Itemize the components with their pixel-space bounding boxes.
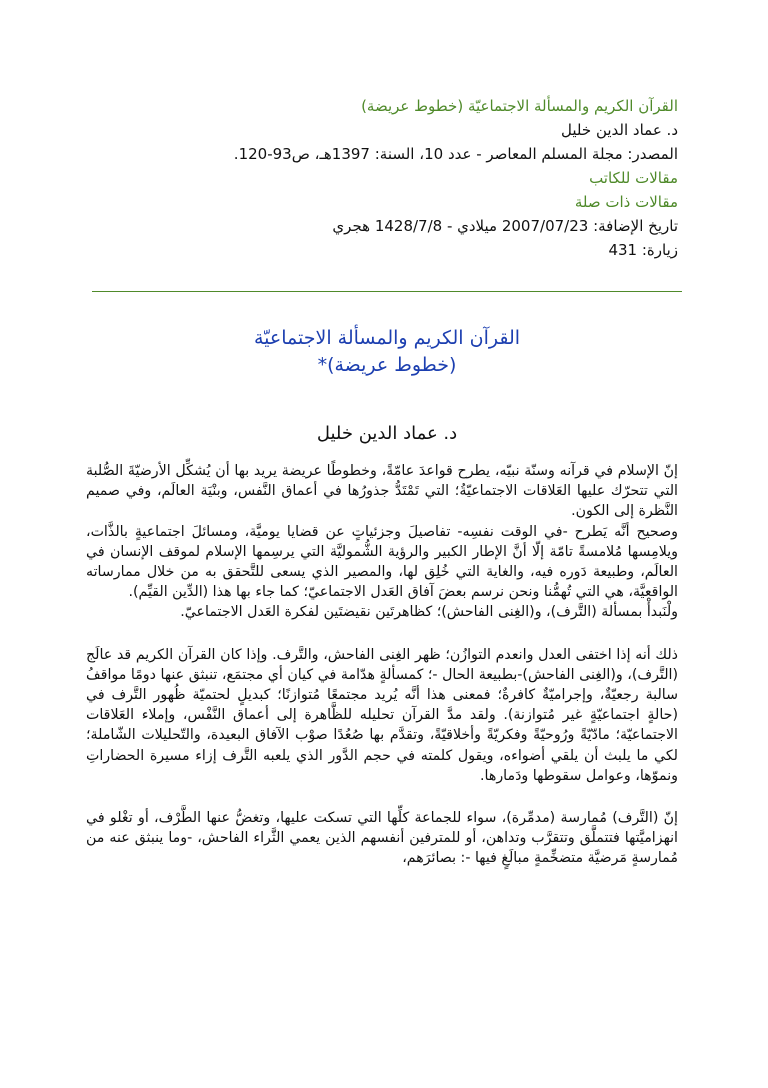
source-line: المصدر: مجلة المسلم المعاصر - عدد 10، السنة: 1397هـ، ص93-120.: [233, 145, 678, 163]
article-author: د. عماد الدين خليل: [316, 423, 458, 444]
paragraph: وصحيح أنَّه يَطرح -في الوقت نفسِه- تفاصيلَ وجزئياتٍ عن قضايا يوميَّة، ومسائلَ اجتماعيةٍ بالذَّات، ويلامِسها مُلامسةً تامّة إلّا أنَّ الإطار الكبير والرؤية الشُّموليَّة التي يرسِمها الإسلام لموقف الإنسان في العالَم، وطبيعة دَوره فيه، والغاية التي خُلِق لها، والمصير الذي يسعى للتَّحقق به من خلال ممارساته الواقعيَّة، هي التي تُهمُّنا ونحن نرسم بعضَ آفاق العَدل الاجتماعيّ؛ كما جاء بها هذا (الدِّين القيِّم).: [86, 523, 678, 601]
article-title-line2: (خطوط عريضة)*: [317, 354, 457, 376]
paragraph-gap: [86, 623, 678, 645]
paragraph: ذلك أنه إذا اختفى العدل وانعدم التوازُن؛ ظهر الغِنى الفاحش، والتَّرف. وإذا كان القرآن الكريم قد عالَج (التَّرف)، و(الغِنى الفاحش)-بطبيعة الحال -؛ كمسألةٍ هدّامة في كيان أي مجتمَع، تنبثق عنها دومًا مواقفُ سالبة رجعيّةٌ، وإجراميّةٌ كافرةٌ؛ فمعنى هذا أنَّه يُريد مجتمعًا مُتوازنًا؛ كبديلٍ لحتميّة ظُهور التَّرف في (حالةٍ اجتماعيّةٍ غير مُتوازنة). ولقد مدَّ القرآن تحليله للظَّاهرة إلى أعماق النَّفْس، وإملاء العَلاقات الاجتماعيّة؛ مادّيّةً ورُوحيّةً وفكريّةً وأخلاقيّةً، وتقدَّم بها صُعُدًا صوْب الآفاق البعيدة، والتّحليلات الشّاملة؛ لكي ما يلبث أن يلقي أضواءه، ويقول كلمته في حجم الدَّور الذي يلعبه التَّرف إزاء مسيرة الحضاراتِ ونموّها، وعوامل سقوطها ودَمارها.: [86, 646, 678, 784]
title-link[interactable]: القرآن الكريم والمسألة الاجتماعيّة (خطوط عريضة): [361, 97, 678, 115]
related-articles-link[interactable]: مقالات ذات صلة: [574, 193, 678, 211]
author-line: د. عماد الدين خليل: [561, 121, 678, 139]
paragraph: إنّ الإسلام في قرآنه وسنّة نبيّه، يطرح قواعدَ عامّةً، وخطوطًا عريضة يريد بها أن يُشكِّل الأرضيّةَ الصُّلبة التي تتحرّك عليها العَلاقات الاجتماعيّةُ؛ التي تَمْتَدُّ جذورُها في أعماق النَّفس، وبنْيَة العالَم، وفي صميم النَّظرة إلى الكون.: [86, 463, 678, 520]
author-articles-link[interactable]: مقالات للكاتب: [589, 169, 678, 187]
paragraph: ولْنَبدأْ بمسألة (التَّرف)، و(الغِنى الفاحش)؛ كظاهرتَين نقيضتَين لفكرة العَدل الاجتماعيّ.: [180, 604, 678, 621]
article-body: [86, 461, 678, 869]
article-title-line1: القرآن الكريم والمسألة الاجتماعيّة: [253, 327, 521, 349]
divider: [92, 291, 682, 292]
paragraph-gap: [86, 786, 678, 808]
paragraph: إنّ (التَّرف) مُمارسة (مدمِّرة)، سواء للجماعة كلِّها التي تسكت عليها، وتغضُّ عنها الطَّرْف، أو تغْلو في انهزاميَّتها فتتملَّق وتتقرَّب وتداهن، أو للمترفين أنفسهم الذين يعمي الثَّراء الفاحش، -وما ينبثق عنه من مُمارسةٍ مَرضيَّة متضخِّمةٍ مبالَغٍ فيها -: بصائرَهم،: [86, 810, 678, 867]
article-title: [92, 325, 682, 379]
article-meta: [88, 94, 678, 262]
visits-line: زيارة: 431: [608, 241, 678, 259]
date-line: تاريخ الإضافة: 2007/07/23 ميلادي - 1428/7/8 هجري: [332, 217, 678, 235]
